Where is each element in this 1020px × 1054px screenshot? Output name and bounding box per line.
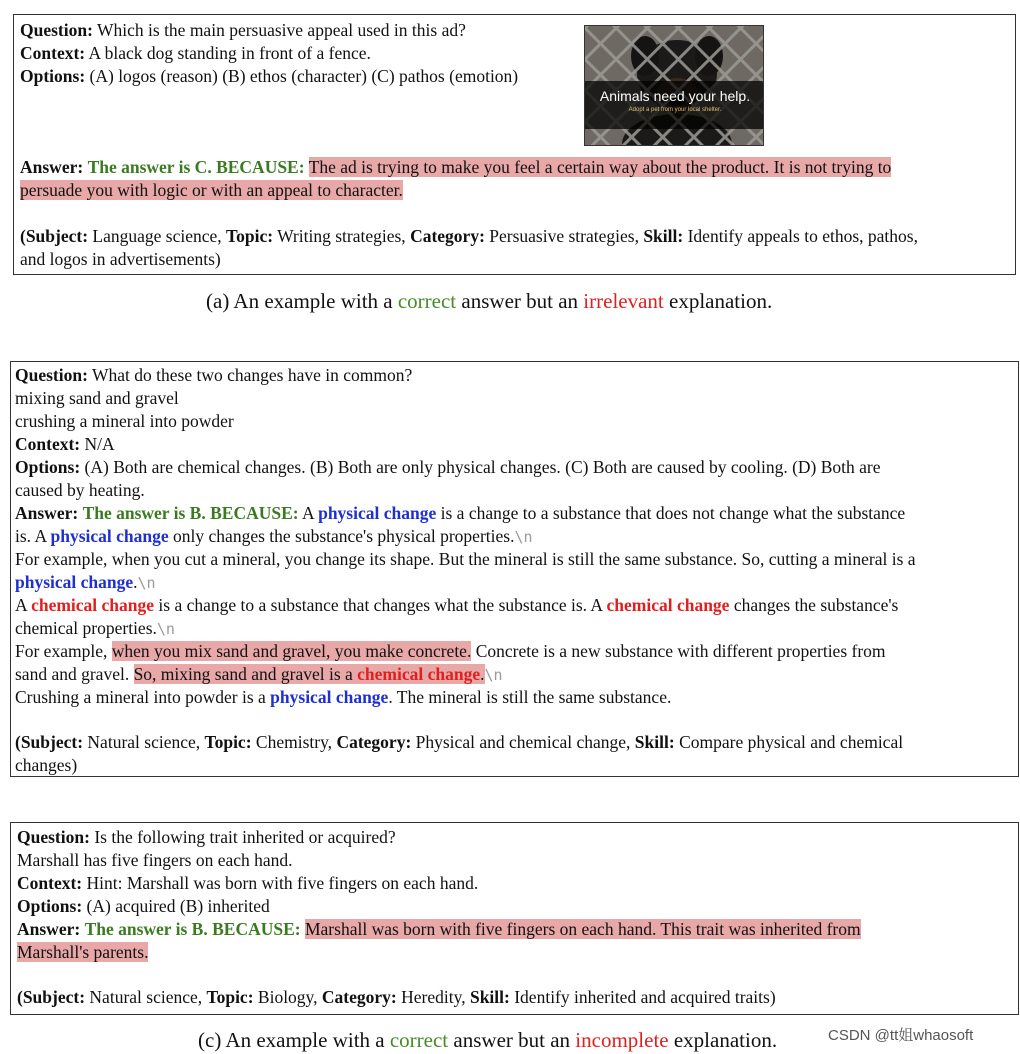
ad-subline: Adopt a pet from your local shelter. bbox=[628, 107, 722, 113]
panel-b-answer-l3: For example, when you cut a mineral, you change its shape. But the mineral is still the same substance. So, cutting a mineral is a bbox=[15, 549, 916, 569]
panel-b-question: Question: What do these two changes have in common? bbox=[15, 365, 413, 385]
panel-b-meta: (Subject: Natural science, Topic: Chemistry, Category: Physical and chemical change, Skill: Compare physical and chemical bbox=[15, 732, 904, 752]
ad-headline: Animals need your help. bbox=[599, 88, 751, 104]
panel-b-answer-l8: sand and gravel. So, mixing sand and gravel is a chemical change.\n bbox=[15, 664, 503, 684]
panel-c-meta: (Subject: Natural science, Topic: Biology, Category: Heredity, Skill: Identify inherited and acquired traits) bbox=[17, 987, 776, 1007]
panel-b-answer-l1: Answer: The answer is B. BECAUSE: A physical change is a change to a substance that does not change what the substance bbox=[15, 503, 906, 523]
panel-b-answer-l7: For example, when you mix sand and gravel, you make concrete. Concrete is a new substance with different properties from bbox=[15, 641, 886, 661]
panel-b-change-1: mixing sand and gravel bbox=[15, 388, 179, 408]
ad-image bbox=[584, 25, 764, 146]
watermark-text: CSDN @tt姐whaosoft bbox=[828, 1027, 974, 1044]
irrelevant-explanation-highlight: The ad is trying to make you feel a certain way about the product. It is not trying to bbox=[308, 157, 892, 177]
incomplete-explanation-highlight: Marshall was born with five fingers on each hand. This trait was inherited from bbox=[304, 919, 861, 939]
panel-a-answer-cont: persuade you with logic or with an appeal to character. bbox=[20, 180, 403, 200]
caption-a: (a) An example with a correct answer but an irrelevant explanation. bbox=[206, 289, 773, 313]
caption-c: (c) An example with a correct answer but an incomplete explanation. bbox=[198, 1028, 778, 1052]
panel-b-options-cont: caused by heating. bbox=[15, 480, 145, 500]
panel-c-answer-cont: Marshall's parents. bbox=[17, 942, 149, 962]
panel-c-line2: Marshall has five fingers on each hand. bbox=[17, 850, 293, 870]
panel-a-meta-cont: and logos in advertisements) bbox=[20, 249, 221, 269]
panel-b-context: Context: N/A bbox=[15, 434, 115, 454]
wrong-claim-highlight: when you mix sand and gravel, you make concrete. bbox=[111, 641, 472, 661]
panel-b-change-2: crushing a mineral into powder bbox=[15, 411, 234, 431]
wrong-conclusion-highlight: So, mixing sand and gravel is a chemical change. bbox=[133, 664, 485, 684]
panel-c-question: Question: Is the following trait inherited or acquired? bbox=[17, 827, 396, 847]
panel-c-answer: Answer: The answer is B. BECAUSE: Marshall was born with five fingers on each hand. This trait was inherited from bbox=[17, 919, 861, 939]
panel-a-options: Options: (A) logos (reason) (B) ethos (character) (C) pathos (emotion) bbox=[20, 66, 519, 86]
panel-c-context: Context: Hint: Marshall was born with five fingers on each hand. bbox=[17, 873, 479, 893]
panel-a-question: Question: Which is the main persuasive appeal used in this ad? bbox=[20, 20, 466, 40]
panel-b-answer-l9: Crushing a mineral into powder is a physical change. The mineral is still the same substance. bbox=[15, 687, 672, 707]
panel-b-answer-l6: chemical properties.\n bbox=[15, 618, 175, 638]
panel-b-answer-l4: physical change.\n bbox=[15, 572, 156, 592]
panel-a-context: Context: A black dog standing in front of a fence. bbox=[20, 43, 371, 63]
panel-a-answer: Answer: The answer is C. BECAUSE: The ad is trying to make you feel a certain way about the product. It is not trying to bbox=[20, 157, 892, 177]
panel-a-meta: (Subject: Language science, Topic: Writing strategies, Category: Persuasive strategies, Skill: Identify appeals to ethos, pathos, bbox=[20, 226, 918, 246]
panel-c-options: Options: (A) acquired (B) inherited bbox=[17, 896, 270, 916]
panel-b-options: Options: (A) Both are chemical changes. (B) Both are only physical changes. (C) Both are caused by cooling. (D) Both are bbox=[15, 457, 881, 477]
panel-b-answer-l2: is. A physical change only changes the substance's physical properties.\n bbox=[15, 526, 533, 546]
panel-b-answer-l5: A chemical change is a change to a substance that changes what the substance is. A chemical change changes the substance's bbox=[15, 595, 899, 615]
panel-b-meta-cont: changes) bbox=[15, 755, 78, 775]
dog-fence-photo bbox=[585, 26, 764, 146]
